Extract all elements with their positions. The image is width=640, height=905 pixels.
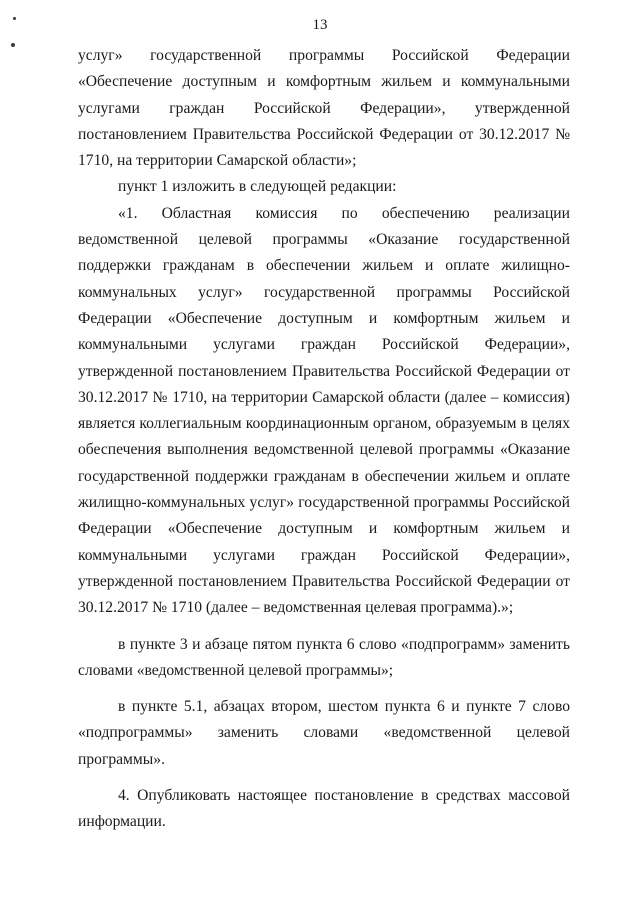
document-body: [78, 43, 570, 836]
paragraph-item-1-intro: пункт 1 изложить в следующей редакции:: [118, 178, 397, 196]
paragraph-item-1-text: «1. Областная комиссия по обеспечению реализации ведомственной целевой программы «Оказание государственной поддержки гражданам в обеспечении жильем и оплате жилищно-коммунальных услуг» государственной программы Российской Федерации «Обеспечение доступным и комфортным жильем и коммунальными услугами граждан Российской Федерации», утвержденной постановлением Правительства Российской Федерации от 30.12.2017 № 1710, на территории Самарской области (далее – комиссия) является коллегиальным координационным органом, образуемым в целях обеспечения выполнения ведомственной целевой программы «Оказание государственной поддержки гражданам в обеспечении жильем и оплате жилищно-коммунальных услуг» государственной программы Российской Федерации «Обеспечение доступным и комфортным жильем и коммунальными услугами граждан Российской Федерации», утвержденной постановлением Правительства Российской Федерации от 30.12.2017 № 1710 (далее – ведомственная целевая программа).»;: [78, 204, 570, 617]
page-number: 13: [312, 17, 328, 33]
paragraph-publish: 4. Опубликовать настоящее постановление в средствах массовой информации.: [78, 787, 570, 831]
scan-speck: [11, 43, 15, 47]
paragraph-items-5-6-7: в пункте 5.1, абзацах втором, шестом пункта 6 и пункте 7 слово «подпрограммы» заменить словами «ведомственной целевой программы».: [78, 698, 570, 768]
paragraph-continuation: услуг» государственной программы Российской Федерации «Обеспечение доступным и комфортным жильем и коммунальными услугами граждан Российской Федерации», утвержденной постановлением Правительства Российской Федерации от 30.12.2017 № 1710, на территории Самарской области»;: [78, 47, 570, 170]
paragraph-items-3-6: в пункте 3 и абзаце пятом пункта 6 слово «подпрограмм» заменить словами «ведомственной целевой программы»;: [78, 635, 570, 679]
scan-speck: [13, 17, 16, 20]
